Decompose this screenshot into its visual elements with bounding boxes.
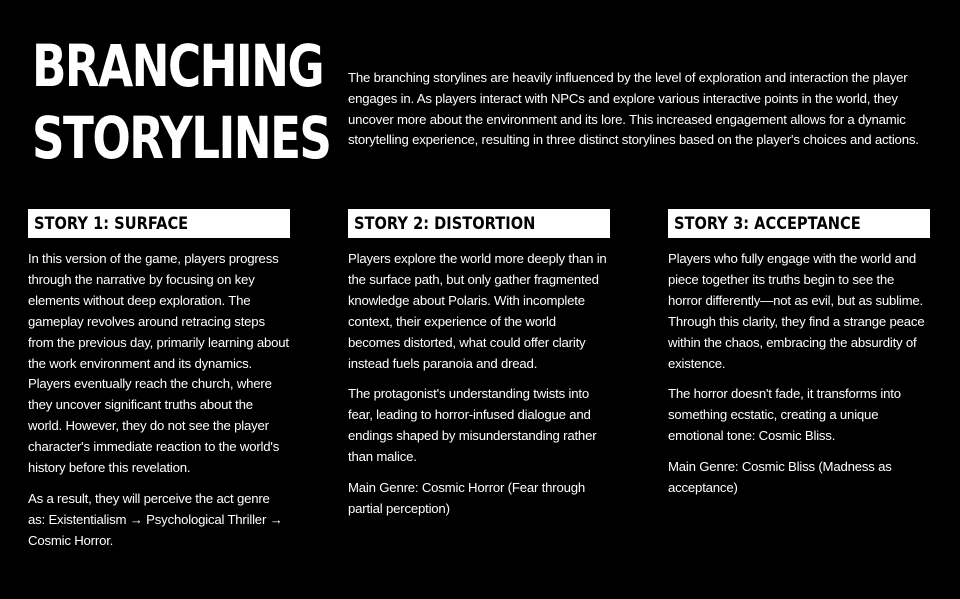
story-paragraph: As a result, they will perceive the act genre as: Existentialism → Psychological Thriller → Cosmic Horror.	[28, 490, 283, 548]
story-body	[668, 249, 930, 499]
story-body	[348, 249, 610, 520]
story-paragraph: In this version of the game, players progress through the narrative by focusing on key elements without deep exploration. The gameplay revolves around retracing steps from the previous day, primarily learning about the work environment and its dynamics. Players eventually reach the church, where they uncover significant truths about the world. However, they do not see the player character's immediate reaction to the world's history before this revelation.	[28, 251, 289, 476]
intro-paragraph: The branching storylines are heavily influenced by the level of exploration and interaction the player engages in. As players interact with NPCs and explore various interactive points in the world, they uncover more about the environment and its lore. This increased engagement allows for a dynamic storytelling experience, resulting in three distinct storylines based on the player's choices and actions.	[348, 70, 919, 148]
story-body	[28, 249, 290, 552]
story-paragraph: The protagonist's understanding twists into fear, leading to horror-infused dialogue and endings shaped by misunderstanding rather than malice.	[348, 386, 597, 465]
story-heading	[668, 209, 930, 238]
story-genre: Main Genre: Cosmic Bliss (Madness as acceptance)	[668, 459, 892, 496]
story-paragraph: Players explore the world more deeply than in the surface path, but only gather fragmented knowledge about Polaris. With incomplete context, their experience of the world becomes distorted, what could offer clarity instead fuels paranoia and dread.	[348, 251, 607, 371]
story-heading-text: STORY 3: ACCEPTANCE	[674, 214, 861, 234]
slide-title-line-1: BRANCHING	[32, 32, 324, 100]
story-column-distortion	[348, 209, 610, 530]
story-heading-text: STORY 2: DISTORTION	[354, 214, 536, 234]
story-heading-text: STORY 1: SURFACE	[34, 214, 189, 234]
story-paragraph: The horror doesn't fade, it transforms into something ecstatic, creating a unique emotional tone: Cosmic Bliss.	[668, 386, 901, 444]
story-column-surface	[28, 209, 290, 562]
story-genre: Main Genre: Cosmic Horror (Fear through partial perception)	[348, 480, 585, 516]
slide-title	[32, 30, 331, 174]
story-paragraph: Players who fully engage with the world and piece together its truths begin to see the horror differently—not as evil, but as sublime. Through this clarity, they find a strange peace within the chaos, embracing the absurdity of existence.	[668, 251, 925, 371]
story-heading	[348, 209, 610, 238]
slide-title-line-2: STORYLINES	[32, 104, 331, 172]
story-column-acceptance	[668, 209, 930, 509]
story-heading	[28, 209, 290, 238]
